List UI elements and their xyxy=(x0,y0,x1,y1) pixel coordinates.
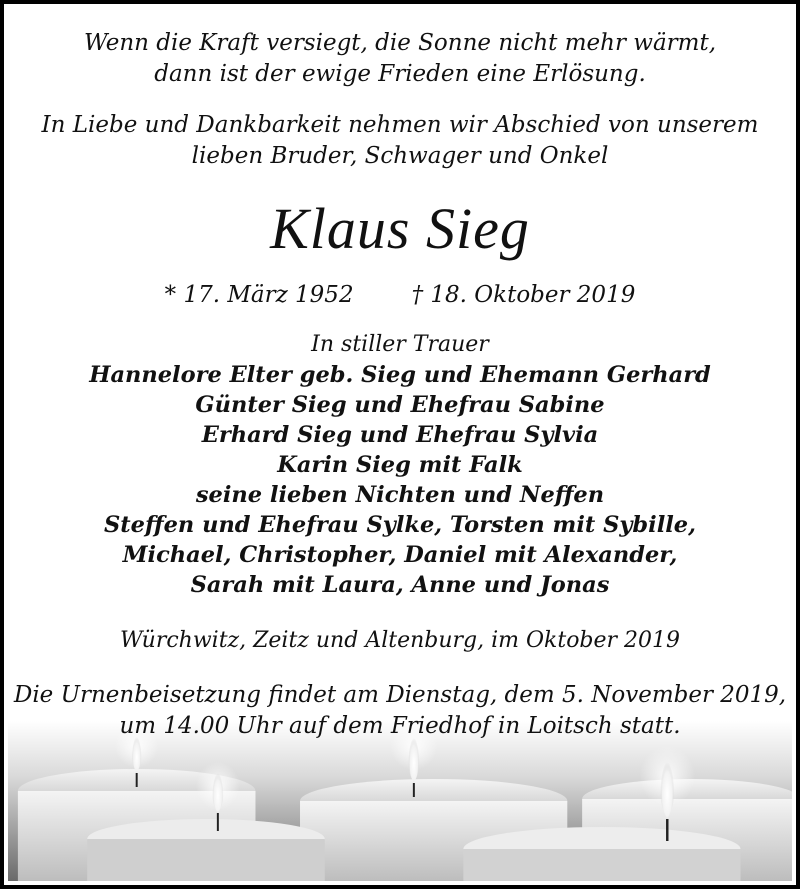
notice-line: Die Urnenbeisetzung findet am Dienstag, dem 5. November 2019, xyxy=(13,682,787,708)
intro-line: In Liebe und Dankbarkeit nehmen wir Abschied von unserem xyxy=(41,112,759,138)
mourner-line: Sarah mit Laura, Anne und Jonas xyxy=(190,572,610,598)
mourner-line: seine lieben Nichten und Neffen xyxy=(195,482,605,508)
farewell-intro xyxy=(8,110,792,172)
candles-photo xyxy=(8,721,792,881)
deceased-name: Klaus Sieg xyxy=(270,196,530,261)
mourners-list xyxy=(8,360,792,600)
death-date: † 18. Oktober 2019 xyxy=(411,282,636,308)
mourner-line: Karin Sieg mit Falk xyxy=(277,452,523,478)
mourner-line: Günter Sieg und Ehefrau Sabine xyxy=(195,392,605,418)
burial-notice xyxy=(8,680,792,742)
mourner-line: Michael, Christopher, Daniel mit Alexander, xyxy=(122,542,678,568)
life-dates xyxy=(8,280,792,310)
verse-line: Wenn die Kraft versiegt, die Sonne nicht mehr wärmt, xyxy=(83,30,717,56)
mourner-line: Steffen und Ehefrau Sylke, Torsten mit Sybille, xyxy=(104,512,696,538)
mourner-line: Erhard Sieg und Ehefrau Sylvia xyxy=(201,422,599,448)
intro-line: lieben Bruder, Schwager und Onkel xyxy=(191,143,609,169)
place-date: Würchwitz, Zeitz und Altenburg, im Oktober 2019 xyxy=(119,628,681,653)
mourner-line: Hannelore Elter geb. Sieg und Ehemann Gerhard xyxy=(89,362,711,388)
verse xyxy=(8,28,792,90)
candles-image xyxy=(8,721,792,881)
birth-date: * 17. März 1952 xyxy=(164,282,354,308)
notice-line: um 14.00 Uhr auf dem Friedhof in Loitsch statt. xyxy=(119,713,681,739)
verse-line: dann ist der ewige Frieden eine Erlösung. xyxy=(154,61,646,87)
mourners-intro: In stiller Trauer xyxy=(311,332,489,357)
